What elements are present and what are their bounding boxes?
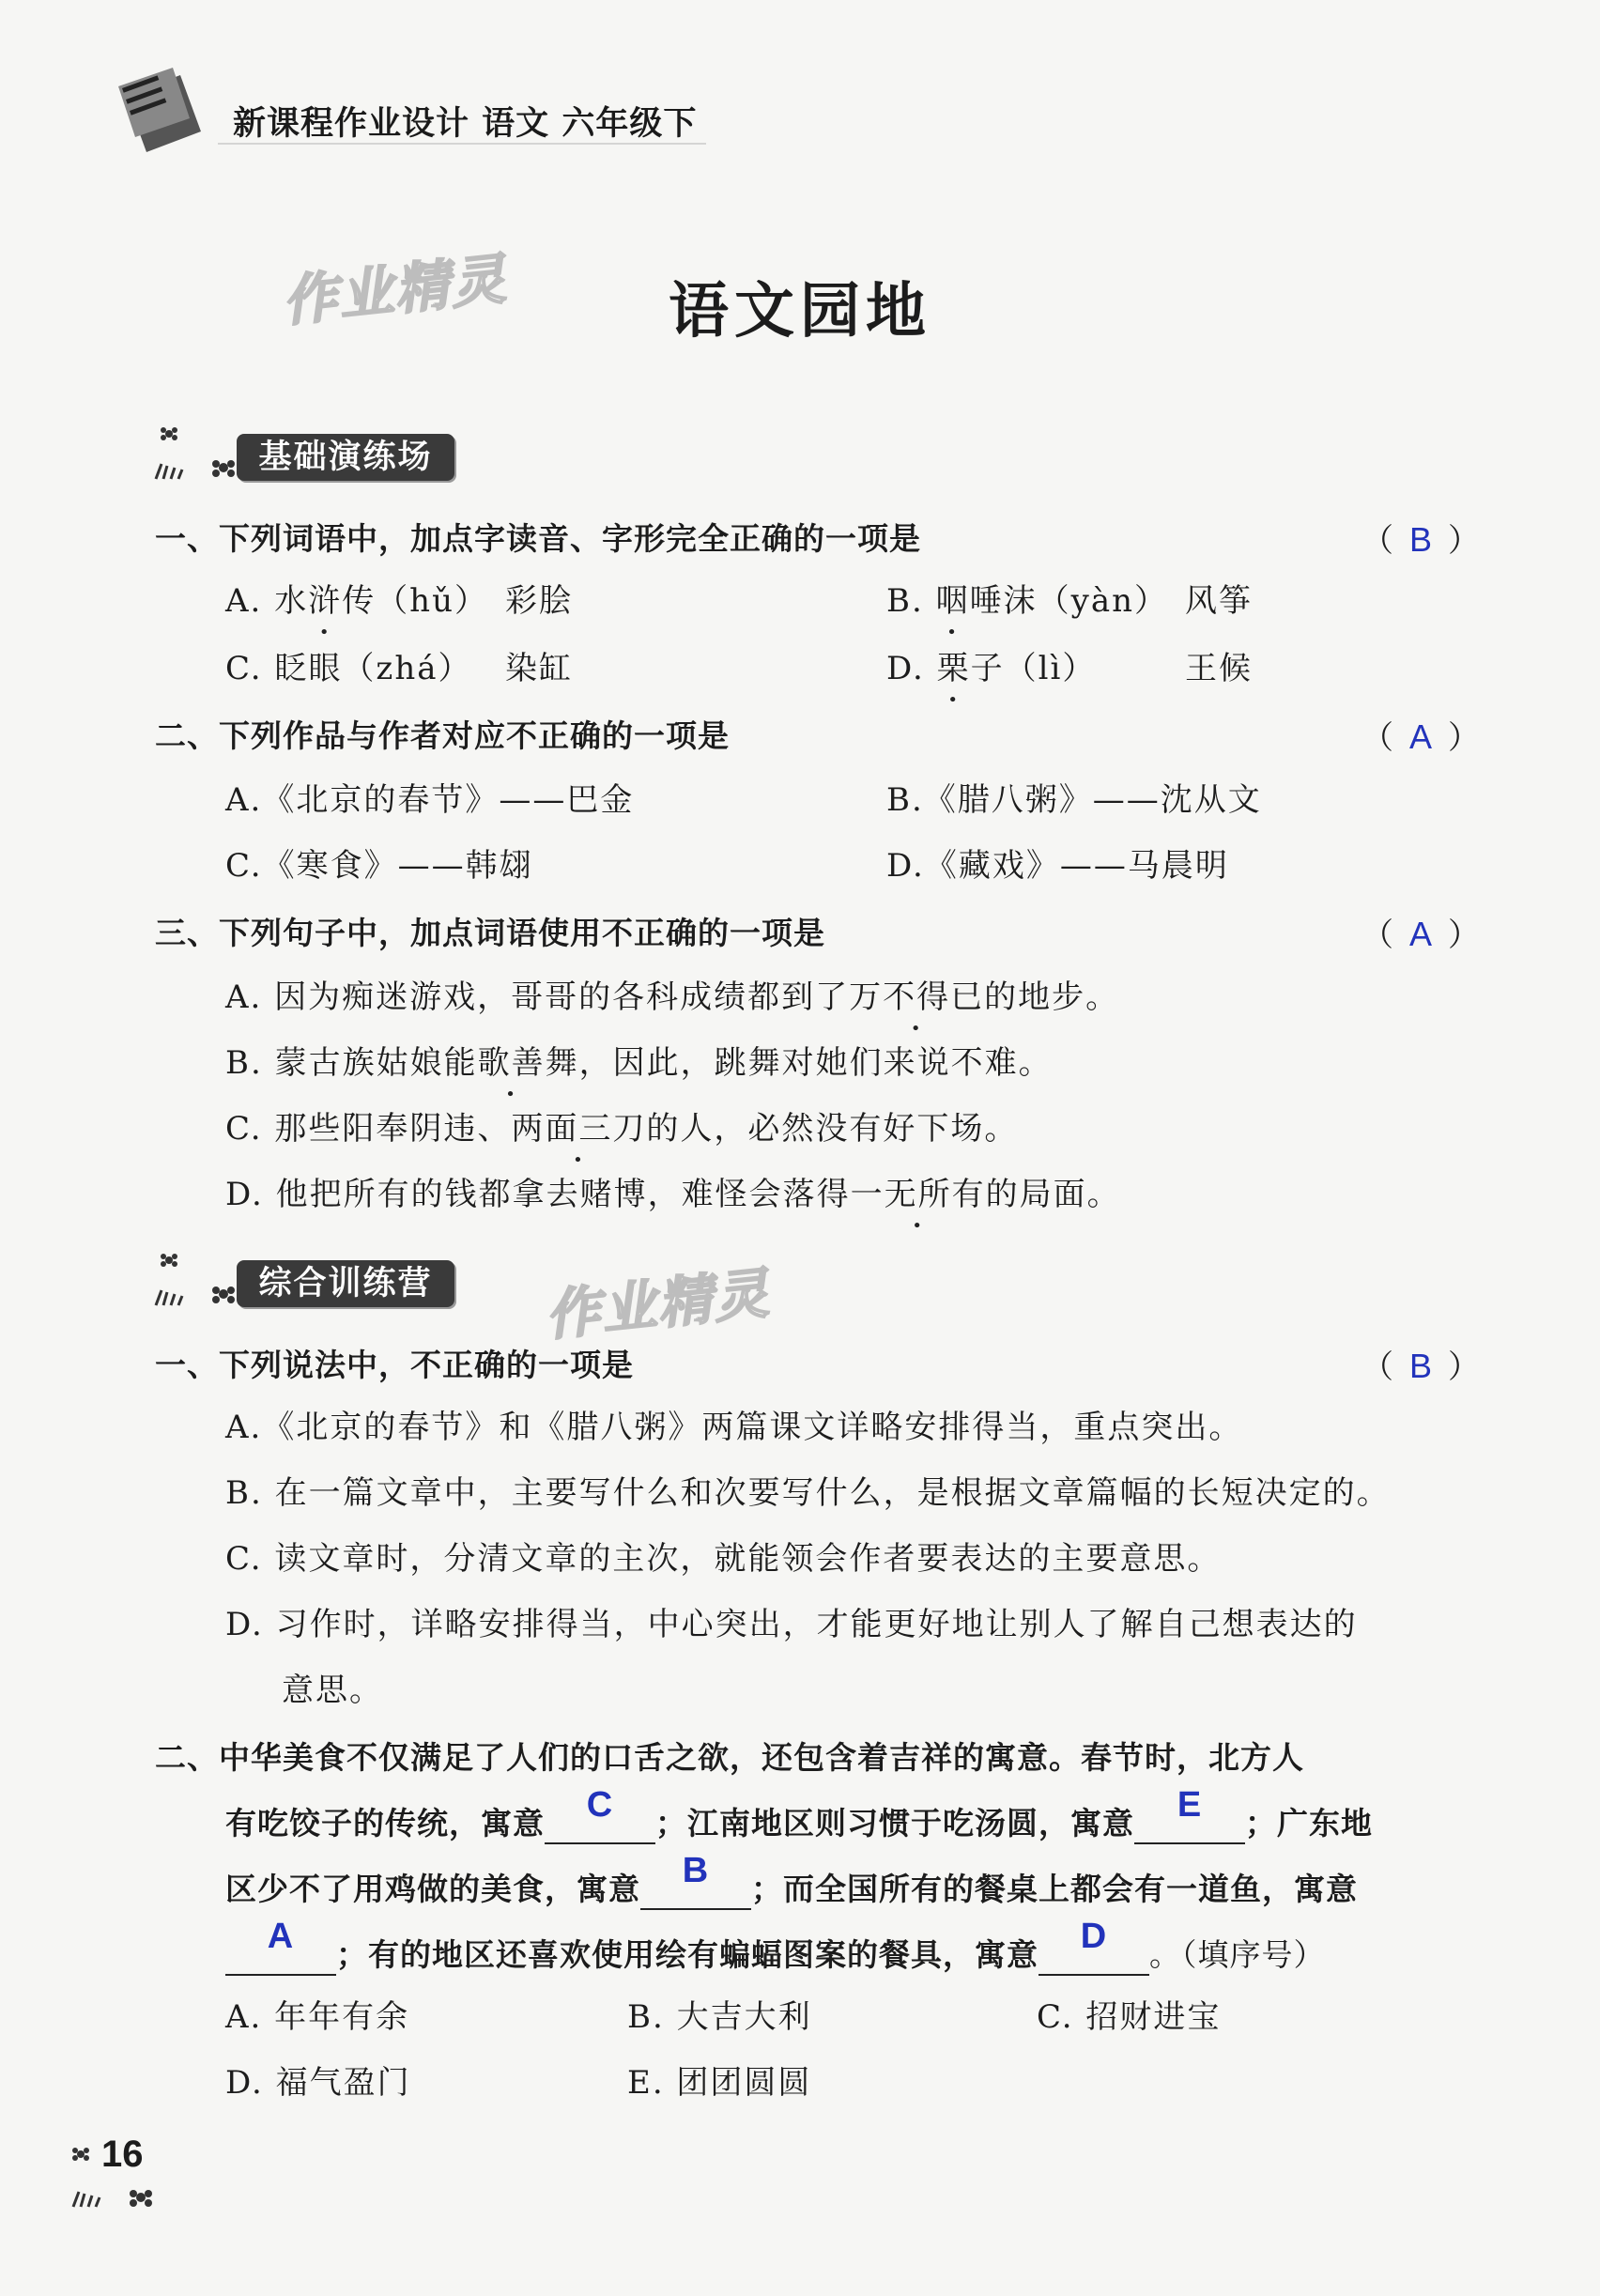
question-line: 有吃饺子的传统，寓意 C ；江南地区则习惯于吃汤圆，寓意 E ；广东地 xyxy=(225,1803,1373,1844)
question-stem: 一、下列说法中，不正确的一项是 xyxy=(155,1347,634,1383)
option-b: B. 大吉大利 xyxy=(627,1998,812,2036)
fill-blank: A xyxy=(225,1936,336,1976)
option-b: B. 在一篇文章中，主要写什么和次要写什么，是根据文章篇幅的长短决定的。 xyxy=(225,1474,1391,1512)
option-c: C.《寒食》——韩翃 xyxy=(225,847,533,885)
answer-box: （ A ） xyxy=(1362,717,1480,757)
option-b-word2: 风筝 xyxy=(1185,582,1253,620)
question-line: A ；有的地区还喜欢使用绘有蝙蝠图案的餐具，寓意 D 。（填序号） xyxy=(225,1934,1326,1976)
option-c: C. 招财进宝 xyxy=(1037,1998,1222,2036)
option-a: A. 因为痴迷游戏，哥哥的各科成绩都到了万不得已的地步。 xyxy=(225,978,1120,1016)
answer: A xyxy=(1408,717,1432,756)
answer: B xyxy=(1408,520,1432,559)
answer-box: （ B ） xyxy=(1362,520,1480,560)
option-d-cont: 意思。 xyxy=(282,1672,383,1709)
question-stem: 三、下列句子中，加点词语使用不正确的一项是 xyxy=(155,915,825,951)
option-c: C. 那些阳奉阴违、两面三刀的人，必然没有好下场。 xyxy=(225,1110,1019,1148)
option-b: B.《腊八粥》——沈从文 xyxy=(886,781,1262,819)
section-label: 综合训练营 xyxy=(237,1260,454,1307)
flower-icon xyxy=(150,423,244,488)
option-d: D. 他把所有的钱都拿去赌博，难怪会落得一无所有的局面。 xyxy=(225,1176,1121,1213)
header-book-icon xyxy=(115,58,218,162)
watermark: 作业精灵 xyxy=(279,246,511,334)
option-b: B. 蒙古族姑娘能歌善舞，因此，跳舞对她们来说不难。 xyxy=(225,1044,1053,1082)
option-c: C. 眨眼（zhá） xyxy=(225,650,472,687)
watermark: 作业精灵 xyxy=(542,1260,774,1348)
fill-blank: B xyxy=(640,1871,751,1910)
header-divider xyxy=(218,143,706,145)
option-d-word2: 王候 xyxy=(1185,650,1253,687)
fill-blank: E xyxy=(1134,1805,1245,1844)
option-a: A. 年年有余 xyxy=(225,1998,410,2036)
answer: A xyxy=(1408,915,1432,953)
option-d: D.《藏戏》——马晨明 xyxy=(886,847,1229,885)
section-banner-comprehensive xyxy=(150,1249,469,1315)
option-a: A.《北京的春节》和《腊八粥》两篇课文详略安排得当，重点突出。 xyxy=(225,1409,1243,1446)
option-d: D. 福气盈门 xyxy=(225,2064,411,2102)
answer: B xyxy=(1408,1347,1432,1385)
question-stem: 二、下列作品与作者对应不正确的一项是 xyxy=(155,717,730,754)
section-label: 基础演练场 xyxy=(237,434,454,481)
answer-box: （ B ） xyxy=(1362,1347,1480,1386)
page-title: 语文园地 xyxy=(669,276,931,347)
fill-blank: C xyxy=(545,1805,655,1844)
option-e: E. 团团圆圆 xyxy=(627,2064,812,2102)
question-stem: 一、下列词语中，加点字读音、字形完全正确的一项是 xyxy=(155,520,921,557)
option-a: A. 水浒传（hǔ） xyxy=(225,582,488,620)
option-d: D. 习作时，详略安排得当，中心突出，才能更好地让别人了解自己想表达的 xyxy=(225,1606,1358,1643)
option-a: A.《北京的春节》——巴金 xyxy=(225,781,635,819)
option-a-word2: 彩脍 xyxy=(505,582,573,620)
flower-icon xyxy=(150,1249,244,1315)
option-d: D. 栗子（lì） xyxy=(886,650,1097,687)
fill-blank: D xyxy=(1038,1936,1149,1976)
option-c-word2: 染缸 xyxy=(505,650,573,687)
option-b: B. 咽唾沫（yàn） xyxy=(886,582,1168,620)
header-title: 新课程作业设计 语文 六年级下 xyxy=(233,105,698,143)
section-banner-basic xyxy=(150,423,469,488)
page-number: 16 xyxy=(101,2134,144,2175)
question-stem: 二、中华美食不仅满足了人们的口舌之欲，还包含着吉祥的寓意。春节时，北方人 xyxy=(155,1739,1304,1776)
question-line: 区少不了用鸡做的美食，寓意 B ；而全国所有的餐桌上都会有一道鱼，寓意 xyxy=(225,1869,1358,1910)
answer-box: （ A ） xyxy=(1362,915,1480,954)
option-c: C. 读文章时，分清文章的主次，就能领会作者要表达的主要意思。 xyxy=(225,1540,1222,1578)
